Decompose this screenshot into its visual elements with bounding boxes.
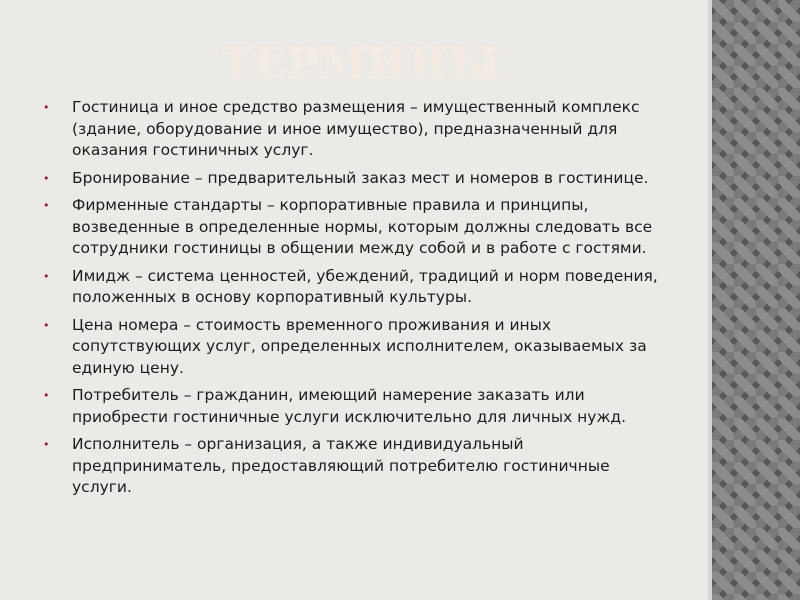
term-item bbox=[42, 97, 674, 162]
bullet-icon: • bbox=[43, 101, 50, 114]
bullet-icon: • bbox=[43, 269, 50, 283]
term-item bbox=[42, 266, 674, 309]
terms-list bbox=[42, 97, 674, 505]
term-item bbox=[42, 315, 674, 380]
term-item bbox=[42, 434, 674, 499]
slide-title: ТЕРМИНЫ bbox=[221, 39, 501, 88]
term-text: Цена номера – стоимость временного проживания и иных сопутствующих услуг, определенных исполнителем, оказываемых за единую цену. bbox=[72, 315, 647, 377]
term-item bbox=[42, 168, 674, 190]
term-text: Исполнитель – организация, а также индивидуальный предприниматель, предоставляющий потребителю гостиничные услуги. bbox=[72, 435, 610, 496]
decorative-pattern-strip bbox=[712, 0, 800, 600]
term-text: Бронирование – предварительный заказ мест и номеров в гостинице. bbox=[72, 168, 649, 187]
term-text: Имидж – система ценностей, убеждений, традиций и норм поведения, положенных в основу корпоративный культуры. bbox=[72, 266, 658, 306]
term-text: Гостиница и иное средство размещения – имущественный комплекс (здание, оборудование и иное имущество), предназначенный для оказания гостиничных услуг. bbox=[72, 98, 640, 159]
bullet-icon: • bbox=[43, 389, 50, 402]
term-item bbox=[42, 385, 674, 428]
bullet-icon: • bbox=[43, 318, 50, 332]
bullet-icon: • bbox=[43, 438, 50, 451]
bullet-icon: • bbox=[43, 171, 50, 185]
term-item bbox=[42, 195, 674, 260]
term-text: Потребитель – гражданин, имеющий намерение заказать или приобрести гостиничные услуги исключительно для личных нужд. bbox=[72, 386, 627, 426]
bullet-icon: • bbox=[43, 199, 50, 212]
term-text: Фирменные стандарты – корпоративные правила и принципы, возведенные в определенные нормы, которым должны следовать все сотрудники гостиницы в общении между собой и в работе с гостями. bbox=[72, 196, 653, 257]
